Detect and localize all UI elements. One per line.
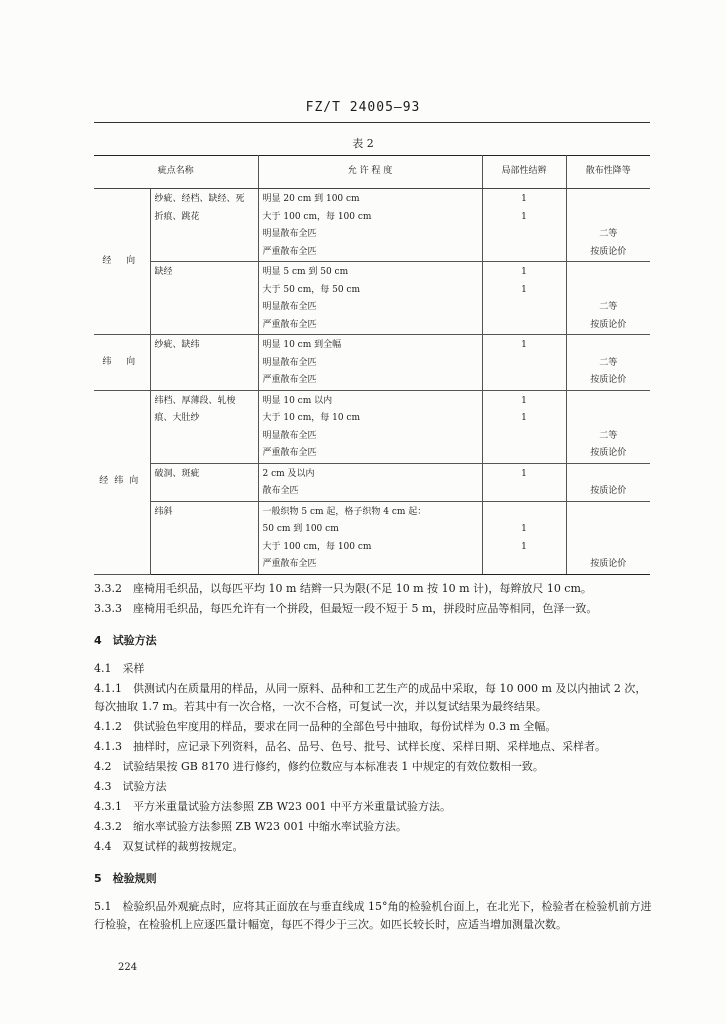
local-knot-cell — [482, 189, 566, 262]
tolerance-cell — [258, 189, 482, 262]
local-knot-cell-line — [487, 504, 562, 522]
tolerance-cell-line: 50 cm 到 100 cm — [262, 524, 339, 534]
column-header-defect-name: 疵点名称 — [94, 156, 258, 189]
local-knot-cell-line — [487, 428, 562, 446]
tolerance-cell-line: 明显散布全匹 — [262, 229, 317, 239]
scatter-grade-cell-line — [571, 410, 647, 428]
tolerance-cell-line: 明显散布全匹 — [262, 430, 317, 441]
paragraph-4-1-2: 4.1.2 供试验色牢度用的样品，要求在同一品种的全部色号中抽取，每份试样为 0.3 m 全幅。 — [94, 720, 557, 733]
column-header-local-knot: 局部性结辫 — [482, 156, 566, 189]
local-knot-cell-line: 1 — [521, 267, 527, 277]
tolerance-cell-line: 严重散布全匹 — [262, 559, 317, 569]
table-row — [94, 335, 650, 391]
scatter-grade-cell-line — [571, 191, 647, 209]
paragraph-4-3-2: 4.3.2 缩水率试验方法参照 ZB W23 001 中缩水率试验方法。 — [94, 820, 407, 833]
scatter-grade-cell-line — [571, 209, 647, 227]
scatter-grade-cell-line: 按质论价 — [590, 559, 627, 569]
local-knot-cell-line — [487, 226, 562, 244]
body-text — [94, 580, 654, 934]
tolerance-cell-line: 严重散布全匹 — [262, 319, 317, 330]
local-knot-cell-line: 1 — [521, 468, 527, 479]
tolerance-cell-line: 一般织物 5 cm 起，格子织物 4 cm 起： — [262, 506, 427, 517]
paragraph-4-1-3: 4.1.3 抽样时，应记录下列资料，品名、品号、色号、批号、试样长度、采样日期、采样地点、采样者。 — [94, 740, 606, 753]
scatter-grade-cell-line — [571, 393, 647, 411]
scatter-grade-cell-line — [571, 264, 647, 282]
tolerance-cell — [258, 335, 482, 391]
local-knot-cell-line — [487, 556, 562, 574]
local-knot-cell — [482, 335, 566, 391]
table-row — [94, 501, 650, 574]
scatter-grade-cell-line: 按质论价 — [590, 375, 627, 385]
tolerance-cell-line: 大于 100 cm，每 100 cm — [262, 211, 372, 222]
tolerance-cell-line: 大于 10 cm，每 10 cm — [262, 413, 360, 423]
defect-tolerance-table — [94, 155, 650, 575]
scatter-grade-cell-line — [571, 282, 647, 300]
tolerance-cell — [258, 390, 482, 463]
local-knot-cell-line — [487, 299, 562, 317]
scatter-grade-cell — [566, 335, 650, 391]
tolerance-cell-line: 散布全匹 — [262, 486, 299, 496]
tolerance-cell — [258, 463, 482, 501]
scatter-grade-cell — [566, 189, 650, 262]
tolerance-cell-line: 明显 20 cm 到 100 cm — [262, 194, 360, 204]
tolerance-cell-line: 明显散布全匹 — [262, 357, 317, 368]
scatter-grade-cell-line: 按质论价 — [590, 246, 627, 257]
header-rule — [94, 122, 650, 123]
defect-name-cell — [150, 501, 258, 574]
scatter-grade-cell-line — [571, 539, 647, 557]
paragraph-4-1-1: 4.1.1 供测试内在质量用的样品，从同一原料、品种和工艺生产的成品中采取，每 10 000 m 及以内抽试 2 次，每次抽取 1.7 m。若其中有一次合格，一次不合格，可复试一次，并以复试结果为最终结果。 — [94, 682, 647, 713]
scatter-grade-cell-line — [571, 466, 647, 484]
section-4-1-heading: 4.1 采样 — [94, 662, 145, 675]
defect-name-cell-line: 纬档、厚薄段、轧梭 — [154, 395, 236, 406]
table-row — [94, 262, 650, 335]
defect-name-cell-line: 破洞、斑疵 — [154, 468, 200, 479]
standard-code-header: FZ/T 24005—93 — [305, 100, 421, 115]
scatter-grade-cell-line: 二等 — [599, 430, 618, 441]
local-knot-cell-line — [487, 483, 562, 501]
scatter-grade-cell-line: 二等 — [599, 229, 618, 239]
table-row — [94, 463, 650, 501]
table-row — [94, 390, 650, 463]
scatter-grade-cell-line — [571, 521, 647, 539]
local-knot-cell-line: 1 — [521, 541, 527, 552]
tolerance-cell-line: 明显 5 cm 到 50 cm — [262, 267, 349, 277]
defect-name-cell — [150, 262, 258, 335]
section-4-heading: 4 试验方法 — [94, 634, 157, 647]
defect-name-cell — [150, 463, 258, 501]
paragraph-4-3-1: 4.3.1 平方米重量试验方法参照 ZB W23 001 中平方米重量试验方法。 — [94, 800, 451, 813]
page-number: 224 — [118, 962, 138, 973]
local-knot-cell — [482, 390, 566, 463]
tolerance-cell-line: 明显 10 cm 以内 — [262, 395, 333, 406]
local-knot-cell-line: 1 — [521, 395, 527, 406]
defect-name-cell-line: 纬斜 — [154, 506, 173, 517]
column-header-scatter-grade: 散布性降等 — [566, 156, 650, 189]
column-header-tolerance: 允 许 程 度 — [258, 156, 482, 189]
table-title: 表 2 — [352, 137, 374, 150]
paragraph-3-3-3: 3.3.3 座椅用毛织品，每匹允许有一个拼段，但最短一段不短于 5 m，拼段时应品等相同，色泽一致。 — [94, 602, 598, 615]
local-knot-cell-line — [487, 372, 562, 390]
scatter-grade-cell-line: 按质论价 — [590, 486, 627, 496]
scatter-grade-cell-line: 按质论价 — [590, 319, 627, 330]
tolerance-cell-line: 明显散布全匹 — [262, 302, 317, 312]
tolerance-cell-line: 明显 10 cm 到全幅 — [262, 340, 342, 350]
direction-group-cell: 纬 向 — [94, 335, 150, 391]
local-knot-cell-line: 1 — [521, 340, 527, 350]
scatter-grade-cell-line: 二等 — [599, 357, 618, 368]
table-row — [94, 189, 650, 262]
section-5-heading: 5 检验规则 — [94, 872, 157, 885]
scatter-grade-cell-line: 按质论价 — [590, 448, 627, 458]
local-knot-cell-line: 1 — [521, 284, 527, 295]
paragraph-5-1: 5.1 检验织品外观疵点时，应将其正面放在与垂直线成 15°角的检验机台面上，在北光下，检验者在检验机前方进行检验，在检验机上应逐匹量计幅宽，每匹不得少于三次。如匹长较长时，应适当增加测量次数。 — [94, 900, 652, 931]
local-knot-cell-line — [487, 445, 562, 463]
defect-name-cell-line: 纱疵、经档、缺经、死 — [154, 194, 245, 204]
direction-group-cell: 经 向 — [94, 189, 150, 335]
defect-name-cell-line: 缺经 — [154, 267, 173, 277]
section-4-3-heading: 4.3 试验方法 — [94, 780, 167, 793]
tolerance-cell-line: 严重散布全匹 — [262, 246, 317, 257]
tolerance-cell-line: 严重散布全匹 — [262, 375, 317, 385]
defect-name-cell-line: 纱疵、缺纬 — [154, 340, 200, 350]
paragraph-3-3-2: 3.3.2 座椅用毛织品，以每匹平均 10 m 结辫一只为限(不足 10 m 按 10 m 计)，每辫放尺 10 cm。 — [94, 582, 592, 595]
local-knot-cell-line: 1 — [521, 211, 527, 222]
defect-name-cell — [150, 189, 258, 262]
tolerance-cell-line: 严重散布全匹 — [262, 448, 317, 458]
local-knot-cell — [482, 501, 566, 574]
scatter-grade-cell — [566, 463, 650, 501]
defect-name-cell — [150, 390, 258, 463]
scatter-grade-cell — [566, 501, 650, 574]
scatter-grade-cell-line: 二等 — [599, 302, 618, 312]
tolerance-cell — [258, 262, 482, 335]
direction-group-cell: 经纬向 — [94, 390, 150, 574]
local-knot-cell-line — [487, 244, 562, 262]
scatter-grade-cell — [566, 390, 650, 463]
paragraph-4-4: 4.4 双复试样的裁剪按规定。 — [94, 840, 244, 853]
local-knot-cell-line: 1 — [521, 524, 527, 534]
local-knot-cell-line: 1 — [521, 413, 527, 423]
tolerance-cell-line: 2 cm 及以内 — [262, 468, 315, 479]
tolerance-cell-line: 大于 50 cm，每 50 cm — [262, 284, 360, 295]
scatter-grade-cell-line — [571, 504, 647, 522]
local-knot-cell — [482, 262, 566, 335]
tolerance-cell-line: 大于 100 cm，每 100 cm — [262, 541, 372, 552]
paragraph-4-2: 4.2 试验结果按 GB 8170 进行修约，修约位数应与本标准表 1 中规定的有效位数相一致。 — [94, 760, 544, 773]
defect-name-cell-line: 折痕、跳花 — [154, 211, 200, 222]
tolerance-cell — [258, 501, 482, 574]
local-knot-cell-line — [487, 355, 562, 373]
local-knot-cell-line — [487, 317, 562, 335]
local-knot-cell-line: 1 — [521, 194, 527, 204]
defect-name-cell-line: 痕、大肚纱 — [154, 413, 200, 423]
local-knot-cell — [482, 463, 566, 501]
scatter-grade-cell — [566, 262, 650, 335]
scatter-grade-cell-line — [571, 337, 647, 355]
defect-name-cell — [150, 335, 258, 391]
